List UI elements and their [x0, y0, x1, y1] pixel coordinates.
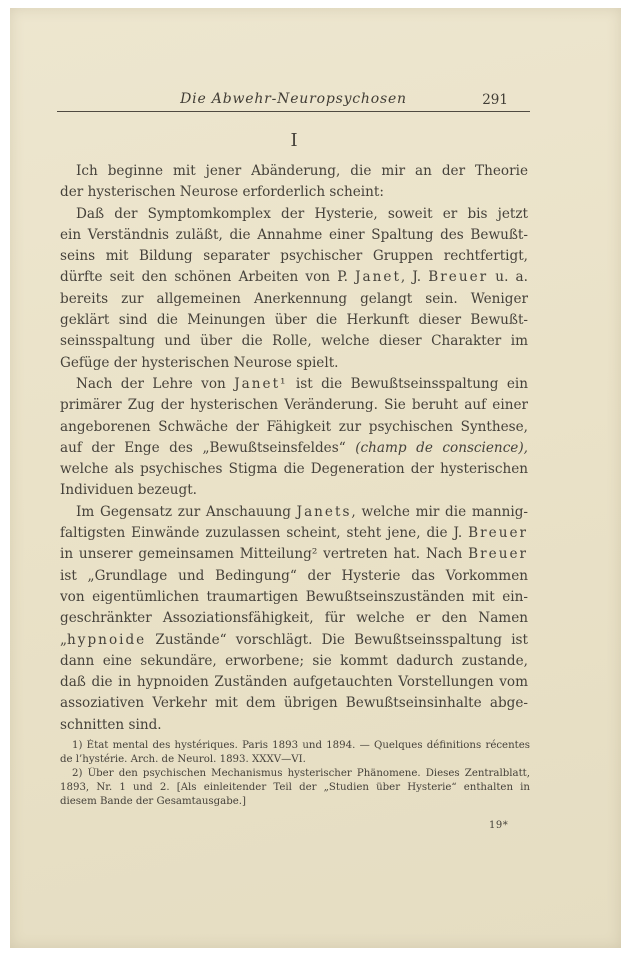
- text-line: von eigentümlichen traumartigen Bewußtseinszuständen mit ein-: [60, 588, 528, 605]
- page-number: 291: [482, 92, 508, 108]
- text-segment: ist die Bewußtseinsspaltung ein: [287, 375, 528, 392]
- text-segment: in unserer gemeinsamen Mitteilung² vertreten hat. Nach: [60, 546, 469, 563]
- header-rule: [57, 111, 530, 112]
- text-line: angeborenen Schwäche der Fähigkeit zur psychischen Synthese,: [60, 418, 528, 435]
- text-line: bereits zur allgemeinen Anerkennung gelangt sein. Weniger: [60, 290, 528, 307]
- body-paragraph: [60, 374, 528, 502]
- footnote-line: 1) État mental des hystériques. Paris 1893 und 1894. — Quelques définitions récentes: [72, 740, 530, 751]
- text-segment: dürfte seit den schönen Arbeiten von P.: [60, 269, 356, 286]
- body-paragraph: [60, 161, 528, 204]
- text-segment: faltigsten Einwände zuzulassen scheint, steht jene, die J.: [60, 525, 469, 542]
- text-line: [60, 544, 528, 565]
- footnote: [60, 739, 530, 767]
- text-segment: Breuer: [468, 525, 528, 542]
- text-line: seins mit Bildung separater psychischer Gruppen rechtfertigt,: [60, 248, 528, 265]
- text-segment: u. a.: [488, 269, 528, 286]
- text-line: [60, 438, 528, 459]
- page-header: [57, 91, 530, 111]
- text-line: Individuen bezeugt.: [60, 482, 197, 499]
- text-segment-italic: (champ de conscience),: [355, 439, 528, 456]
- text-line: ist „Grundlage und Bedingung“ der Hysterie das Vorkommen: [60, 567, 528, 584]
- text-line: [60, 523, 528, 544]
- body-paragraph: [60, 204, 528, 374]
- text-segment: Janets: [296, 503, 352, 520]
- text-line: [60, 630, 528, 651]
- text-segment: Breuer: [428, 269, 489, 286]
- text-line: [60, 374, 528, 395]
- footnotes-block: [60, 739, 530, 808]
- body-paragraph: [60, 502, 528, 736]
- running-title: Die Abwehr-Neuropsychosen: [180, 91, 407, 107]
- footnote-line: de l’hystérie. Arch. de Neurol. 1893. XXXV—VI.: [60, 753, 306, 765]
- text-segment: Janet¹: [234, 375, 288, 392]
- text-line: assoziativen Verkehr mit dem übrigen Bewußtseinsinhalte abge-: [60, 695, 528, 712]
- text-line: Gefüge der hysterischen Neurose spielt.: [60, 354, 339, 371]
- text-segment: Zustände“ vorschlägt. Die Bewußtseinsspaltung ist: [146, 631, 528, 648]
- text-line: ein Verständnis zuläßt, die Annahme einer Spaltung des Bewußt-: [60, 226, 528, 243]
- text-segment: Janet: [355, 269, 401, 286]
- text-segment: Nach der Lehre von: [76, 375, 235, 392]
- text-line: [60, 267, 528, 288]
- text-segment: „: [60, 631, 68, 648]
- text-line: geklärt sind die Meinungen über die Herkunft dieser Bewußt-: [60, 312, 528, 329]
- text-segment: auf der Enge des „Bewußtseinsfeldes“: [60, 439, 356, 456]
- signature-mark: 19*: [489, 820, 509, 831]
- footnote-line: 2) Über den psychischen Mechanismus hysterischer Phänomene. Dieses Zentralblatt,: [72, 767, 530, 779]
- footnote-line: diesem Bande der Gesamtausgabe.]: [60, 795, 246, 807]
- footnote-line: 1893, Nr. 1 und 2. [Als einleitender Teil der „Studien über Hysterie“ enthalten in: [60, 781, 530, 793]
- text-line: welche als psychisches Stigma die Degeneration der hysterischen: [60, 461, 528, 478]
- text-segment: Im Gegensatz zur Anschauung: [76, 503, 297, 520]
- text-line: seinsspaltung und über die Rolle, welche dieser Charakter im: [60, 333, 528, 350]
- scanned-book-page: [10, 8, 621, 948]
- text-line: [60, 502, 528, 523]
- text-line: der hysterischen Neurose erforderlich scheint:: [60, 184, 384, 201]
- text-line: Daß der Symptomkomplex der Hysterie, soweit er bis jetzt: [76, 205, 528, 222]
- text-line: daß die in hypnoiden Zuständen aufgetauchten Vorstellungen vom: [60, 674, 528, 691]
- text-line: Ich beginne mit jener Abänderung, die mir an der Theorie: [76, 163, 528, 179]
- section-heading: I: [290, 130, 298, 151]
- text-segment: , welche mir die mannig-: [351, 503, 528, 520]
- text-line: primärer Zug der hysterischen Veränderung. Sie beruht auf einer: [60, 397, 528, 414]
- body-text: [60, 161, 528, 736]
- text-segment: hypnoide: [67, 631, 147, 648]
- footnote: [60, 767, 530, 809]
- text-line: geschränkter Assoziationsfähigkeit, für welche er den Namen: [60, 610, 528, 627]
- text-line: schnitten sind.: [60, 716, 162, 733]
- text-line: dann eine sekundäre, erworbene; sie kommt dadurch zustande,: [60, 652, 528, 669]
- text-segment: Breuer: [468, 546, 528, 563]
- text-segment: , J.: [400, 269, 429, 286]
